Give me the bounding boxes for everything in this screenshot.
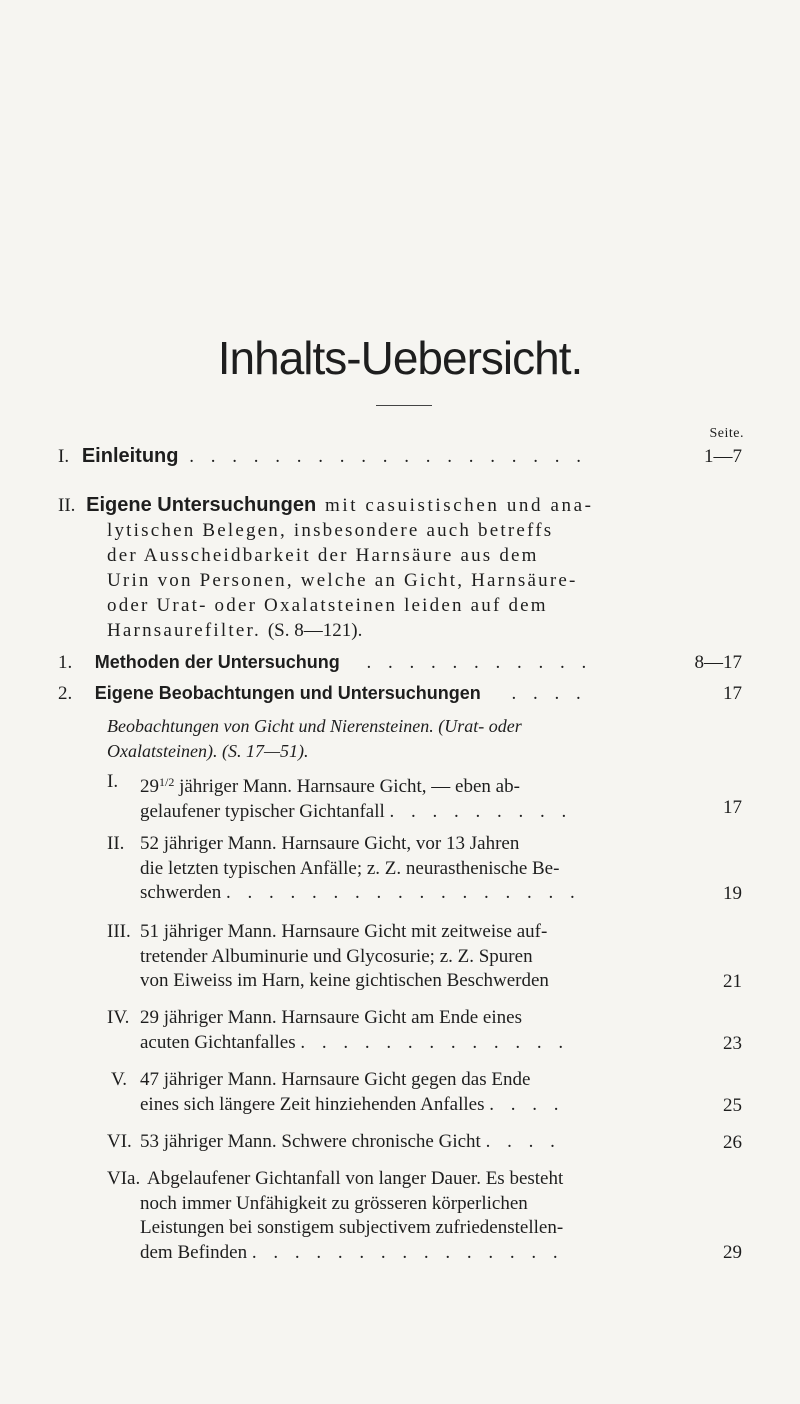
case-number: V. bbox=[111, 1069, 128, 1090]
case-line bbox=[140, 770, 687, 800]
section-title: Eigene Untersuchungen bbox=[86, 494, 317, 516]
title-rule bbox=[376, 405, 432, 406]
case-line bbox=[140, 1031, 687, 1056]
leader-dots: . . . . bbox=[485, 1131, 561, 1152]
case-entry bbox=[107, 1167, 687, 1265]
page-ref: 25 bbox=[723, 1095, 742, 1116]
page-ref: 8—17 bbox=[694, 652, 742, 673]
desc-line: lytischen Belegen, insbesondere auch betreffs bbox=[107, 520, 554, 541]
case-text: acuten Gichtanfalles bbox=[140, 1031, 296, 1053]
leader-dots: . . . . bbox=[511, 683, 587, 704]
case-text: schwerden bbox=[140, 882, 222, 903]
case-text: 51 jähriger Mann. Harnsaure Gicht mit zeitweise auf- bbox=[140, 921, 548, 942]
case-entry bbox=[107, 920, 687, 994]
case-line bbox=[140, 1241, 687, 1266]
case-text: 52 jähriger Mann. Harnsaure Gicht, vor 13 Jahren bbox=[140, 833, 520, 854]
case-entry bbox=[107, 1006, 687, 1055]
leader-dots: . . . . . . . . . . . bbox=[366, 652, 593, 673]
case-number: IV. bbox=[107, 1007, 130, 1028]
case-number: VI. bbox=[107, 1131, 132, 1152]
case-text: 47 jähriger Mann. Harnsaure Gicht gegen das Ende bbox=[140, 1069, 531, 1090]
case-text: eines sich längere Zeit hinziehenden Anfalles bbox=[140, 1093, 485, 1115]
case-line bbox=[140, 1130, 687, 1155]
case-entry bbox=[107, 832, 687, 906]
page-ref: 21 bbox=[723, 971, 742, 992]
leader-dots: . . . . . . . . . . . . . . . bbox=[251, 1241, 564, 1263]
case-entry bbox=[107, 1130, 687, 1155]
case-text: jähriger Mann. Harnsaure Gicht, — eben ab- bbox=[179, 776, 520, 797]
age: 29 bbox=[140, 776, 159, 797]
case-text: die letzten typischen Anfälle; z. Z. neurasthenische Be- bbox=[140, 857, 560, 879]
toc-entry-einleitung bbox=[58, 444, 758, 469]
note-line: Oxalatsteinen). (S. 17—51). bbox=[107, 741, 309, 761]
case-text: 53 jähriger Mann. Schwere chronische Gicht bbox=[140, 1131, 481, 1152]
subsection-title: Methoden der Untersuchung bbox=[94, 652, 340, 672]
case-text: gelaufener typischer Gichtanfall bbox=[140, 800, 385, 822]
case-line bbox=[140, 800, 687, 825]
desc-line-last bbox=[107, 618, 663, 643]
case-entry bbox=[107, 1068, 687, 1117]
case-number: II. bbox=[107, 833, 125, 854]
case-number: VIa. bbox=[107, 1168, 141, 1189]
section-number: I. bbox=[58, 446, 70, 467]
page-column-label: Seite. bbox=[709, 426, 744, 441]
section-title: Einleitung bbox=[81, 445, 179, 467]
subsection-number: 2. bbox=[58, 683, 73, 704]
section-number: II. bbox=[58, 495, 76, 516]
toc-entry-eigene-untersuchungen bbox=[58, 493, 758, 518]
case-number: I. bbox=[107, 771, 119, 792]
page-ref: 17 bbox=[723, 797, 742, 818]
case-text: noch immer Unfähigkeit zu grösseren körperlichen bbox=[140, 1192, 528, 1214]
subsection-number: 1. bbox=[58, 652, 73, 673]
case-text: Abgelaufener Gichtanfall von langer Dauer. Es besteht bbox=[147, 1168, 564, 1189]
desc-page-range: (S. 8—121). bbox=[267, 620, 363, 641]
leader-dots: . . . . . . . . . bbox=[389, 800, 573, 822]
page-ref: 26 bbox=[723, 1132, 742, 1153]
case-text: Leistungen bei sonstigem subjectivem zufriedenstellen- bbox=[140, 1217, 564, 1238]
desc-line: der Ausscheidbarkeit der Harnsäure aus dem bbox=[107, 545, 539, 566]
leader-dots: . . . . . . . . . . . . . bbox=[300, 1031, 570, 1053]
section-desc-block bbox=[107, 518, 663, 643]
toc-subentry-beobachtungen bbox=[58, 681, 758, 706]
page-title: Inhalts-Uebersicht. bbox=[217, 332, 583, 384]
page-ref: 1—7 bbox=[704, 446, 742, 467]
page-ref: 29 bbox=[723, 1242, 742, 1263]
case-number: III. bbox=[107, 921, 131, 942]
subsection-title: Eigene Beobachtungen und Untersuchungen bbox=[94, 683, 481, 703]
desc-line: oder Urat- oder Oxalatsteinen leiden auf dem bbox=[107, 595, 548, 616]
case-entry bbox=[107, 770, 687, 824]
section-desc: mit casuistischen und ana- bbox=[324, 495, 594, 516]
page-ref: 19 bbox=[723, 883, 742, 904]
note-line: Beobachtungen von Gicht und Nierensteinen. (Urat- oder bbox=[107, 716, 522, 736]
leader-dots: . . . . bbox=[489, 1093, 565, 1115]
desc-line: Harnsaurefilter. bbox=[107, 620, 261, 641]
case-text: tretender Albuminurie und Glycosurie; z. Z. Spuren bbox=[140, 945, 533, 967]
leader-dots: . . . . . . . . . . . . . . . . . . . bbox=[189, 446, 587, 467]
case-text: dem Befinden bbox=[140, 1241, 248, 1263]
age-fraction: 1/2 bbox=[159, 775, 175, 789]
case-text: von Eiweiss im Harn, keine gichtischen Beschwerden bbox=[140, 970, 549, 991]
leader-dots: . . . . . . . . . . . . . . . . . bbox=[226, 882, 581, 903]
page-ref: 23 bbox=[723, 1033, 742, 1054]
desc-line: Urin von Personen, welche an Gicht, Harnsäure- bbox=[107, 570, 578, 591]
case-line bbox=[140, 1093, 687, 1118]
subsection-note bbox=[107, 714, 717, 764]
page-ref: 17 bbox=[723, 683, 742, 704]
case-line bbox=[140, 881, 687, 906]
case-text: 29 jähriger Mann. Harnsaure Gicht am Ende eines bbox=[140, 1007, 522, 1028]
toc-subentry-methoden bbox=[58, 650, 758, 675]
